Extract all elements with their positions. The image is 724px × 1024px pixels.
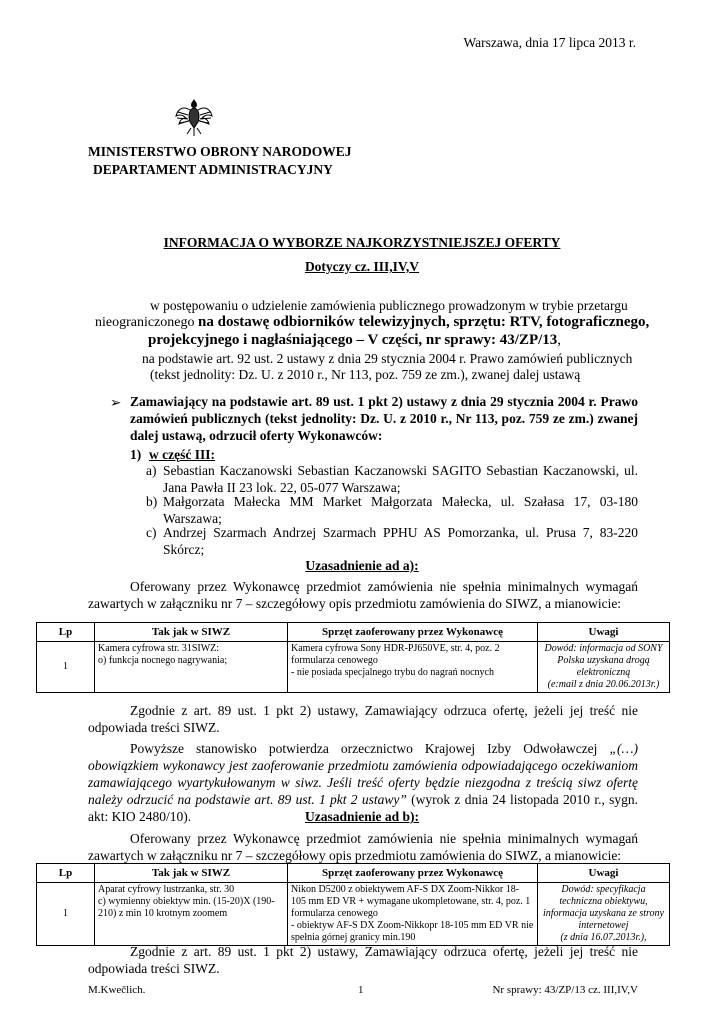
document-title: INFORMACJA O WYBORZE NAJKORZYSTNIEJSZEJ OFERTY xyxy=(163,235,561,250)
intro-line-5: (tekst jednolity: Dz. U. z 2010 r., Nr 113, poz. 759 ze zm.), zwanej dalej ustawą xyxy=(150,367,581,382)
intro-line-2 xyxy=(95,313,649,332)
header-remarks: Uwagi xyxy=(538,864,670,883)
item-b-text: Małgorzata Małecka MM Market Małgorzata Małecka, ul. Szałasa 17, 03-180 Warszawa; xyxy=(163,494,638,526)
item-a-text: Sebastian Kaczanowski Sebastian Kaczanowski SAGITO Sebastian Kaczanowski, ul. Jana Pawła II 23 lok. 22, 05-077 Warszawa; xyxy=(163,463,638,495)
item-c-text: Andrzej Szarmach Andrzej Szarmach PPHU AS Pomorzanka, ul. Prusa 7, 83-220 Skórcz; xyxy=(163,525,638,557)
document-date: Warszawa, dnia 17 lipca 2013 r. xyxy=(463,35,636,50)
item-c-letter: c) xyxy=(146,525,157,540)
cell-remarks: Dowód: informacja od SONY Polska uzyskana drogą elektroniczną (e:mail z dnia 20.06.2013r.) xyxy=(538,642,670,693)
intro-line-1: w postępowaniu o udzielenie zamówienia publicznego prowadzonym w trybie przetargu xyxy=(150,298,628,313)
rejection-statement: Zamawiający na podstawie art. 89 ust. 1 pkt 2) ustawy z dnia 29 stycznia 2004 r. Prawo zamówień publicznych (tekst jednolity: Dz. U. z 2010 r., Nr 113, poz. 759 ze zm.) zwanej dalej ustawą, odrzucił oferty Wykonawców: xyxy=(130,394,638,443)
cell-offered: Nikon D5200 z obiektywem AF-S DX Zoom-Nikkor 18-105 mm ED VR + wymagane ukompletowane, str. 4, poz. 1 formularza cenowego - obiektyw AF-S DX Zoom-Nikkopr 18-105 mm ED VR nie spełnia górnej granicy min.190 xyxy=(288,883,538,946)
section-a-table xyxy=(36,622,670,693)
section-a-heading: Uzasadnienie ad a): xyxy=(305,558,419,573)
table-row xyxy=(37,642,670,693)
section-b-conclusion: Zgodnie z art. 89 ust. 1 pkt 2) ustawy, Zamawiający odrzuca ofertę, jeżeli jej treść nie odpowiada treści SIWZ. xyxy=(88,944,638,976)
header-siwz: Tak jak w SIWZ xyxy=(95,864,288,883)
cell-remarks: Dowód: specyfikacja techniczna obiektywu, informacja uzyskana ze strony internetowej (z dnia 16.07.2013r.), xyxy=(538,883,670,946)
header-offered: Sprzęt zaoferowany przez Wykonawcę xyxy=(288,864,538,883)
intro-line-2-pre: nieograniczonego xyxy=(95,315,199,330)
case-law-quote: „(…) obowiązkiem wykonawcy jest zaoferowanie przedmiotu zamówienia odpowiadającego oczekiwaniom zamawiającego wyartykułowanym w siwz. Jeśli treść oferty będzie niezgodna z treścią siwz ofertę należy odrzucić na podstawie art. 89 ust. 1 pkt 2 ustawy” xyxy=(88,741,638,807)
cell-siwz: Kamera cyfrowa str. 31SIWZ: o) funkcja nocnego nagrywania; xyxy=(95,642,288,693)
cell-lp: 1 xyxy=(37,642,95,693)
case-law-citation: (wyrok z dnia 24 listopada 2010 r., sygn. akt: KIO 2480/10). xyxy=(88,792,638,824)
section-b-heading: Uzasadnienie ad b): xyxy=(304,809,419,824)
item-b-letter: b) xyxy=(146,494,158,509)
cell-offered: Kamera cyfrowa Sony HDR-PJ650VE, str. 4, poz. 2 formularza cenowego - nie posiada specjalnego trybu do nagrań nocnych xyxy=(288,642,538,693)
header-remarks: Uwagi xyxy=(538,623,670,642)
header-lp: Lp xyxy=(37,864,95,883)
footer-author: M.Kwečlich. xyxy=(88,984,146,996)
header-siwz: Tak jak w SIWZ xyxy=(95,623,288,642)
section-b-paragraph: Oferowany przez Wykonawcę przedmiot zamówienia nie spełnia minimalnych wymagań zawartych w załączniku nr 7 – szczegółowy opis przedmiotu zamówienia do SIWZ, a mianowicie: xyxy=(88,831,638,863)
footer-page-number: 1 xyxy=(358,984,364,996)
eagle-emblem-icon xyxy=(174,96,214,140)
ministry-name: MINISTERSTWO OBRONY NARODOWEJ xyxy=(88,144,352,159)
intro-subject: na dostawę odbiorników telewizyjnych, sprzętu: RTV, fotograficznego, xyxy=(198,314,650,330)
bullet-arrow-icon: ➢ xyxy=(110,395,122,410)
intro-comma: , xyxy=(557,332,562,348)
cell-siwz: Aparat cyfrowy lustrzanka, str. 30 c) wymienny obiektyw min. (15-20)X (190-210) z min 10 krotnym zoomem xyxy=(95,883,288,946)
intro-line-4: na podstawie art. 92 ust. 2 ustawy z dnia 29 stycznia 2004 r. Prawo zamówień publicznych xyxy=(142,351,633,366)
case-law-intro: Powyższe stanowisko potwierdza orzecznictwo Krajowej Izby Odwoławczej xyxy=(130,741,610,756)
table-header-row xyxy=(37,864,670,883)
cell-lp: 1 xyxy=(37,883,95,946)
header-lp: Lp xyxy=(37,623,95,642)
intro-case-number: projekcyjnego i nagłaśniającego – V części, nr sprawy: 43/ZP/13 xyxy=(148,332,558,348)
item-a-letter: a) xyxy=(146,463,157,478)
section-a-paragraph: Oferowany przez Wykonawcę przedmiot zamówienia nie spełnia minimalnych wymagań zawartych w załączniku nr 7 – szczegółowy opis przedmiotu zamówienia do SIWZ, a mianowicie: xyxy=(88,579,638,611)
section-a-conclusion: Zgodnie z art. 89 ust. 1 pkt 2) ustawy, Zamawiający odrzuca ofertę, jeżeli jej treść nie odpowiada treści SIWZ. xyxy=(88,703,638,735)
header-offered: Sprzęt zaoferowany przez Wykonawcę xyxy=(288,623,538,642)
intro-line-3 xyxy=(148,331,561,349)
department-name: DEPARTAMENT ADMINISTRACYJNY xyxy=(93,162,333,177)
document-subtitle: Dotyczy cz. III,IV,V xyxy=(304,259,420,274)
part-label: w część III: xyxy=(149,447,215,462)
section-b-table xyxy=(36,863,670,946)
table-row xyxy=(37,883,670,946)
footer-case-number: Nr sprawy: 43/ZP/13 cz. III,IV,V xyxy=(492,984,638,996)
part-number: 1) xyxy=(130,447,142,462)
table-header-row xyxy=(37,623,670,642)
